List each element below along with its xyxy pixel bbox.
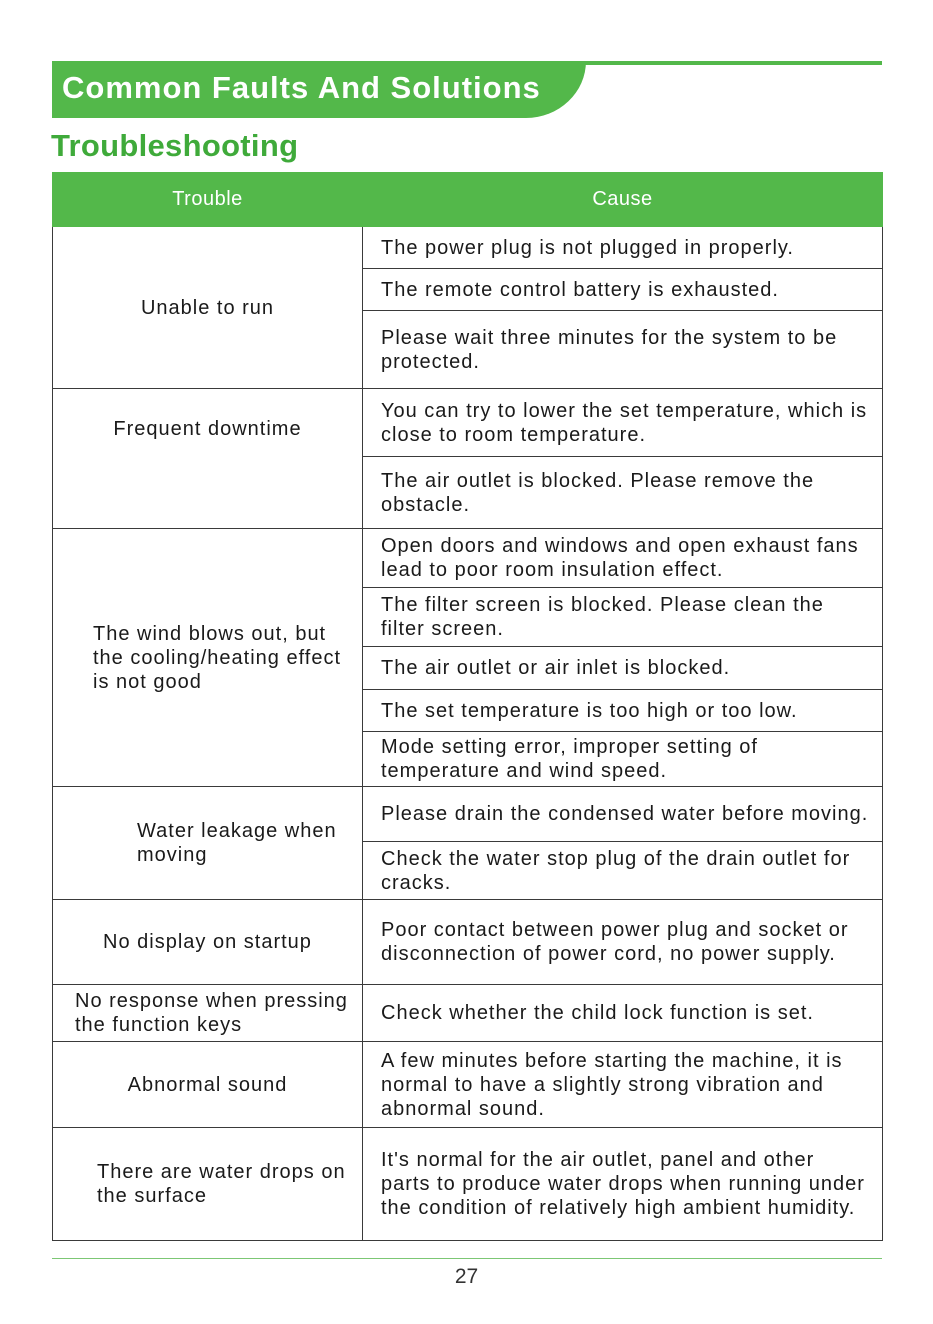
table-row [53,985,883,1042]
cause-cell: Open doors and windows and open exhaust fans lead to poor room insulation effect. [363,529,883,588]
trouble-cell: Water leakage when moving [53,787,363,900]
table-row [53,529,883,588]
trouble-cell: There are water drops on the surface [53,1128,363,1241]
cause-cell: You can try to lower the set temperature, which is close to room temperature. [363,389,883,457]
trouble-text: The wind blows out, but the cooling/heating effect is not good [93,622,342,693]
header-banner [52,61,586,118]
cause-cell: It's normal for the air outlet, panel and other parts to produce water drops when running under the condition of relatively high ambient humidity. [363,1128,883,1241]
trouble-cell: Unable to run [53,227,363,389]
table-row [53,1042,883,1128]
cause-cell: Check the water stop plug of the drain outlet for cracks. [363,842,883,900]
trouble-cell: No response when pressing the function keys [53,985,363,1042]
header-trouble: Trouble [53,173,363,227]
footer-divider [52,1258,882,1259]
table-row [53,227,883,269]
cause-cell: Check whether the child lock function is set. [363,985,883,1042]
cause-cell: The air outlet or air inlet is blocked. [363,647,883,690]
page-number: 27 [454,1265,479,1288]
table-row [53,1128,883,1241]
table-header-row [53,173,883,227]
section-title: Troubleshooting [51,128,299,163]
cause-cell: Mode setting error, improper setting of temperature and wind speed. [363,732,883,787]
table-row [53,787,883,842]
cause-cell: The air outlet is blocked. Please remove the obstacle. [363,457,883,529]
cause-cell: A few minutes before starting the machine, it is normal to have a slightly strong vibration and abnormal sound. [363,1042,883,1128]
banner-title: Common Faults And Solutions [62,70,541,105]
table-row [53,389,883,457]
table-row [53,900,883,985]
cause-cell: Please wait three minutes for the system to be protected. [363,311,883,389]
cause-cell: The filter screen is blocked. Please clean the filter screen. [363,588,883,647]
cause-cell: The remote control battery is exhausted. [363,269,883,311]
trouble-cell [53,529,363,787]
cause-cell: The power plug is not plugged in properly. [363,227,883,269]
header-cause: Cause [363,173,883,227]
trouble-cell: Abnormal sound [53,1042,363,1128]
troubleshooting-table [52,172,883,1241]
trouble-cell: Frequent downtime [53,389,363,529]
cause-cell: Poor contact between power plug and socket or disconnection of power cord, no power supply. [363,900,883,985]
cause-cell: The set temperature is too high or too low. [363,690,883,732]
cause-cell: Please drain the condensed water before moving. [363,787,883,842]
trouble-cell: No display on startup [53,900,363,985]
